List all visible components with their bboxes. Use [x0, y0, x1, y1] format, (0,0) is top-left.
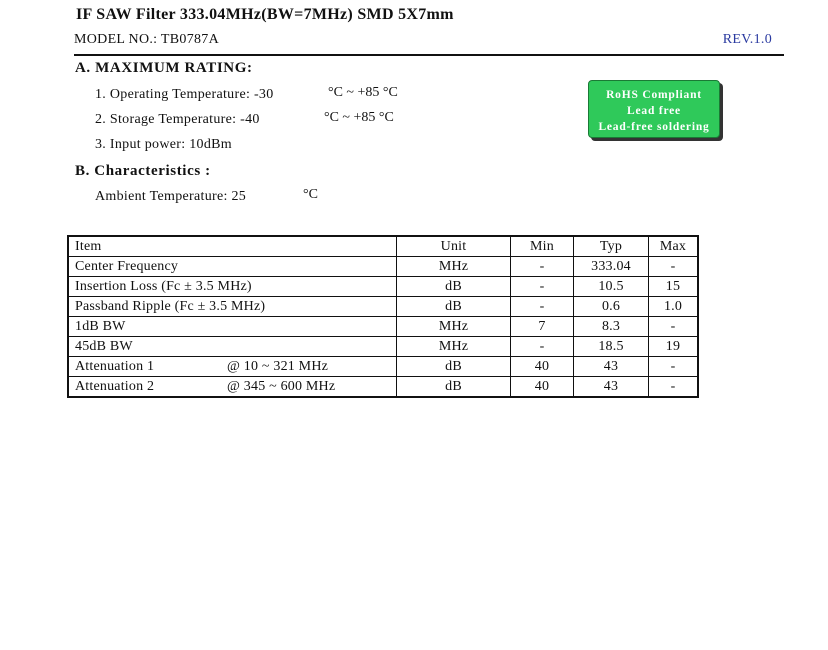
row-min: 40 [511, 377, 574, 398]
storage-temp-line: 2. Storage Temperature: -40 [95, 112, 260, 127]
rohs-line-1: RoHS Compliant [606, 89, 702, 101]
model-row [74, 32, 784, 56]
ambient-temp-line: Ambient Temperature: 25 [95, 189, 247, 204]
table-header-row [68, 236, 698, 257]
row-item-wrap [75, 377, 390, 396]
row-item: Attenuation 1 [75, 359, 155, 374]
rohs-badge [588, 80, 720, 138]
row-typ: 10.5 [574, 277, 649, 297]
table-row [68, 277, 698, 297]
row-typ: 43 [574, 357, 649, 377]
row-typ: 18.5 [574, 337, 649, 357]
table-row [68, 377, 698, 398]
header-min: Min [511, 236, 574, 257]
row-unit: MHz [397, 337, 511, 357]
row-item: Center Frequency [68, 257, 397, 277]
row-min: 7 [511, 317, 574, 337]
header-max: Max [649, 236, 699, 257]
row-min: - [511, 297, 574, 317]
row-item: Insertion Loss (Fc ± 3.5 MHz) [68, 277, 397, 297]
characteristics-table [67, 235, 699, 398]
row-item-cell [68, 377, 397, 398]
row-max: - [649, 357, 699, 377]
header-item: Item [68, 236, 397, 257]
table-row [68, 257, 698, 277]
row-item-cell [68, 357, 397, 377]
row-min: - [511, 277, 574, 297]
row-unit: dB [397, 297, 511, 317]
ambient-temp-unit: °C [303, 187, 318, 202]
row-typ: 0.6 [574, 297, 649, 317]
table-row [68, 317, 698, 337]
row-range: @ 10 ~ 321 MHz [227, 359, 329, 374]
input-power-line: 3. Input power: 10dBm [95, 137, 232, 152]
rohs-line-3: Lead-free soldering [598, 121, 710, 133]
row-unit: dB [397, 377, 511, 398]
row-range: @ 345 ~ 600 MHz [227, 379, 336, 394]
table-row [68, 357, 698, 377]
max-rating-heading: A. MAXIMUM RATING: [75, 60, 253, 76]
row-typ: 333.04 [574, 257, 649, 277]
row-min: - [511, 257, 574, 277]
row-unit: dB [397, 277, 511, 297]
row-max: - [649, 257, 699, 277]
header-typ: Typ [574, 236, 649, 257]
row-item-wrap [75, 357, 390, 376]
row-unit: MHz [397, 317, 511, 337]
row-unit: dB [397, 357, 511, 377]
storage-temp-unit: °C ~ +85 °C [324, 110, 394, 125]
row-typ: 8.3 [574, 317, 649, 337]
row-item: Attenuation 2 [75, 379, 155, 394]
row-max: 15 [649, 277, 699, 297]
row-min: - [511, 337, 574, 357]
row-item: Passband Ripple (Fc ± 3.5 MHz) [68, 297, 397, 317]
table-row [68, 337, 698, 357]
row-item: 45dB BW [68, 337, 397, 357]
revision-label: REV.1.0 [722, 32, 772, 47]
operating-temp-line: 1. Operating Temperature: -30 [95, 87, 274, 102]
row-max: 19 [649, 337, 699, 357]
model-number: MODEL NO.: TB0787A [74, 32, 220, 47]
table-row [68, 297, 698, 317]
row-max: - [649, 317, 699, 337]
rohs-line-2: Lead free [627, 105, 681, 117]
row-typ: 43 [574, 377, 649, 398]
row-min: 40 [511, 357, 574, 377]
row-max: 1.0 [649, 297, 699, 317]
row-max: - [649, 377, 699, 398]
characteristics-heading: B. Characteristics : [75, 163, 211, 179]
header-unit: Unit [397, 236, 511, 257]
document-title: IF SAW Filter 333.04MHz(BW=7MHz) SMD 5X7mm [76, 6, 454, 23]
operating-temp-unit: °C ~ +85 °C [328, 85, 398, 100]
row-unit: MHz [397, 257, 511, 277]
row-item: 1dB BW [68, 317, 397, 337]
